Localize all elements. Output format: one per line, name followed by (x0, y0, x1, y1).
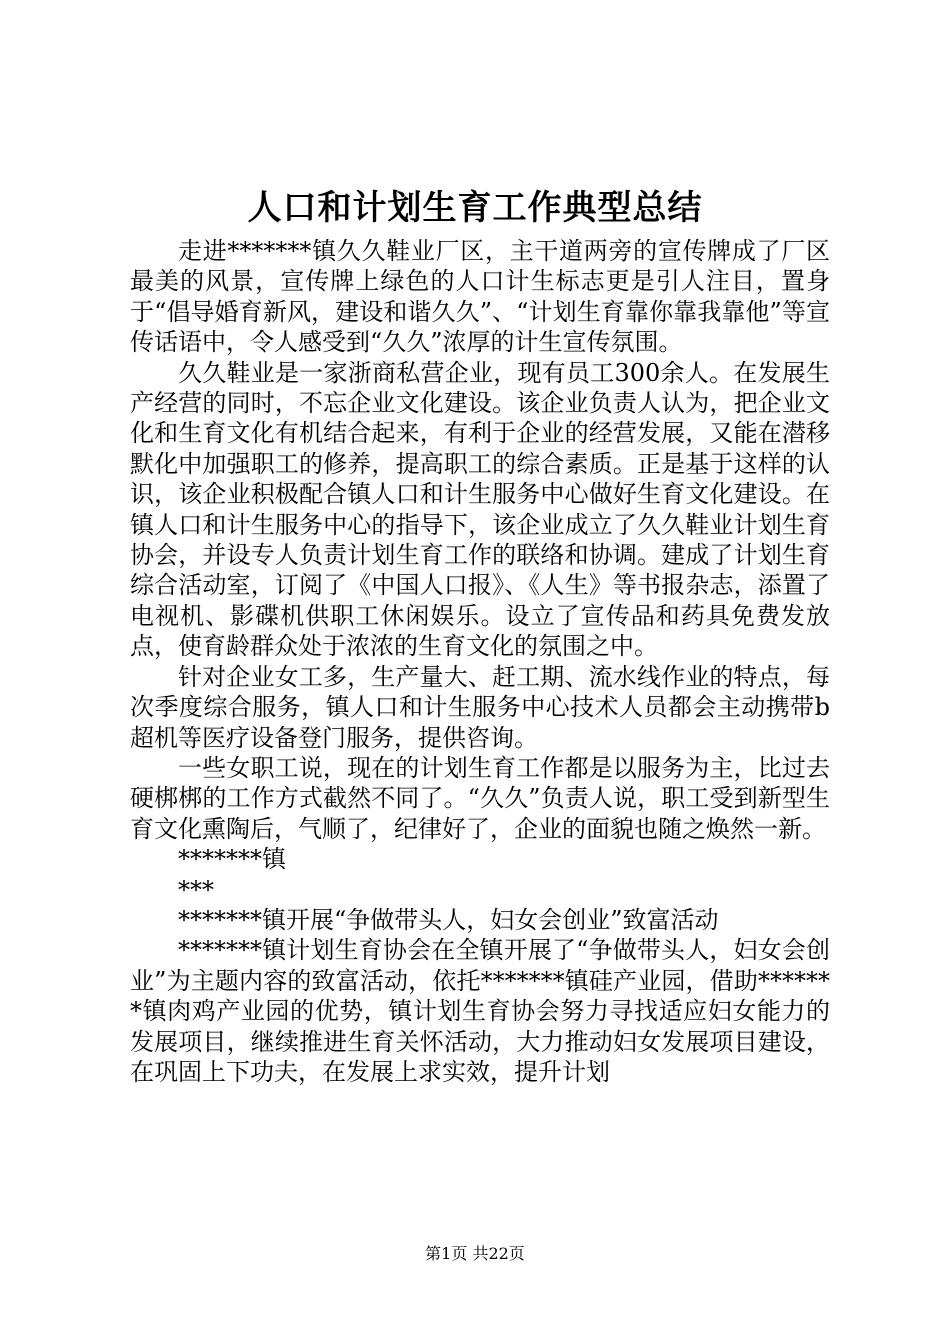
section-heading: *******镇开展“争做带头人，妇女会创业”致富活动 (178, 905, 719, 934)
page-footer: 第1页 共22页 (425, 1244, 525, 1263)
document-title: 人口和计划生育工作典型总结 (247, 188, 703, 228)
paragraph: 久久鞋业是一家浙商私营企业，现有员工300余人。在发展生产经营的同时，不忘企业文化建设。该企业负责人认为，把企业文化和生育文化有机结合起来，有利于企业的经营发展，又能在潜移默化中加强职工的修养，提高职工的综合素质。正是基于这样的认识，该企业积极配合镇人口和计生服务中心做好生育文化建设。在镇人口和计生服务中心的指导下，该企业成立了久久鞋业计划生育协会，并设专人负责计划生育工作的联络和协调。建成了计划生育综合活动室，订阅了《中国人口报》、《人生》等书报杂志，添置了电视机、影碟机供职工休闲娱乐。设立了宣传品和药具免费发放点，使育龄群众处于浓浓的生育文化的氛围之中。 (130, 358, 830, 661)
document-body (130, 236, 830, 1087)
signature-name: *** (178, 875, 214, 904)
paragraph: *******镇计划生育协会在全镇开展了“争做带头人，妇女会创业”为主题内容的致富活动，依托*******镇硅产业园，借助*******镇肉鸡产业园的优势，镇计划生育协会努力寻找适应妇女能力的发展项目，继续推进生育关怀活动，大力推动妇女发展项目建设，在巩固上下功夫，在发展上求实效，提升计划 (130, 936, 830, 1086)
paragraph: 走进*******镇久久鞋业厂区，主干道两旁的宣传牌成了厂区最美的风景，宣传牌上绿色的人口计生标志更是引人注目，置身于“倡导婚育新风，建设和谐久久”、“计划生育靠你靠我靠他”等宣传话语中，令人感受到“久久”浓厚的计生宣传氛围。 (130, 237, 830, 357)
paragraph: 针对企业女工多，生产量大、赶工期、流水线作业的特点，每次季度综合服务，镇人口和计生服务中心技术人员都会主动携带b超机等医疗设备登门服务，提供咨询。 (130, 662, 830, 752)
paragraph: 一些女职工说，现在的计划生育工作都是以服务为主，比过去硬梆梆的工作方式截然不同了。“久久”负责人说，职工受到新型生育文化熏陶后，气顺了，纪律好了，企业的面貌也随之焕然一新。 (130, 753, 830, 843)
signature-town: *******镇 (178, 845, 286, 874)
